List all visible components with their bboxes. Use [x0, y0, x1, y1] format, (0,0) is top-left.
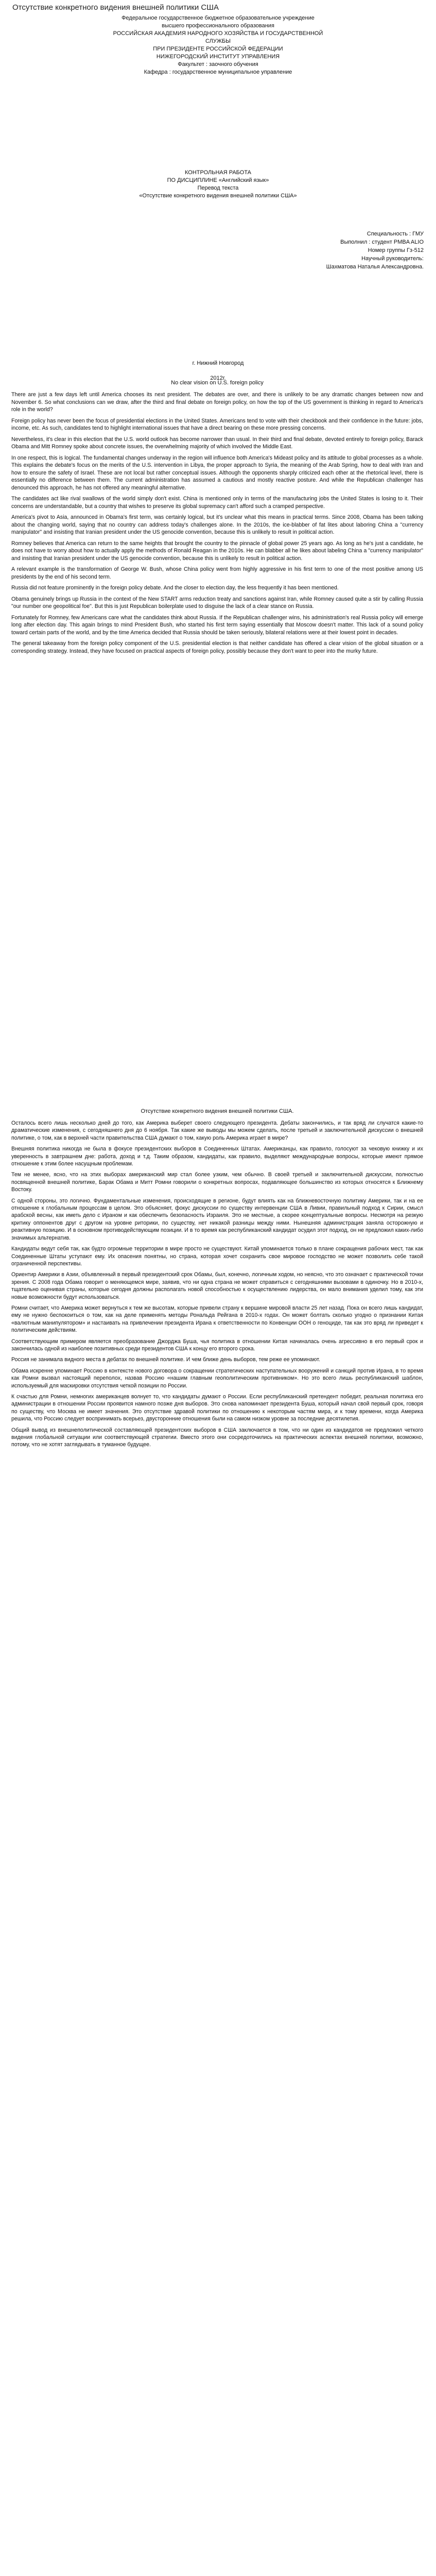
english-paragraph: Foreign policy has never been the focus of presidential elections in the United States. Americans tend to vote with their checkbook and their confidence in the future: jobs, income, etc. As such, candidates tend to highlight international issues that have a direct bearing on these more pressing concerns.	[11, 417, 423, 431]
russian-paragraph: С одной стороны, это логично. Фундаментальные изменения, происходящие в регионе, будут влиять как на ближневосточную политику Америки, так и на ее отношение к глобальным процессам в целом. Это объясняет, фокус дискуссии по существу интервенции США в Ливии, правильный подход к Сирии, смысл арабской весны, как иметь дело с Ираном и как обеспечить безопасность Израиля. Это не местные, а скорее концептуальные вопросы. Несмотря на резкую критику оппонентов друг с другом на уровне риторики, по существу, нет никакой разницы между ними. Нынешняя администрация заняла осторожную и реактивную позицию. И в основном противодействующим позиции. И в то время как республиканский кандидат осудил этот подход, он не предложил каких-либо значимых альтернатив.	[11, 1197, 423, 1241]
english-text-section	[11, 379, 423, 658]
supervisor-label: Научный руководитель:	[361, 256, 424, 262]
institution-block	[0, 14, 436, 76]
student-info-block	[290, 230, 424, 271]
russian-heading: Отсутствие конкретного видения внешней политики США.	[141, 1108, 294, 1114]
work-topic: «Отсутствие конкретного видения внешней политики США»	[139, 193, 297, 199]
performed-by: Выполнил : студент PMBA ALIO	[340, 239, 424, 245]
english-paragraph: The candidates act like rival swallows of the world simply don't exist. China is mentioned only in terms of the manufacturing jobs the United States is losing to it. Their concerns are understandable, but a country that wishes to preserve its global supremacy can't afford such a cramped perspective.	[11, 496, 423, 510]
russian-paragraph: Тем не менее, ясно, что на этих выборах американский мир стал более узким, чем обычно. В своей третьей и заключительной дискуссии, полностью посвященной внешней политике, Барак Обама и Митт Ромни говорили о конкретных вопросах, подавляющее большинство из которых относятся к Ближнему Востоку.	[11, 1172, 423, 1193]
english-paragraph: Fortunately for Romney, few Americans care what the candidates think about Russia. If the Republican challenger wins, his administration's real Russia policy will emerge long after election day. This again brings to mind President Bush, who started his first term saying essentially that Moscow doesn't matter. This lack of a sound policy toward certain parts of the world, and by the time America decided that Russia should be taken seriously, bilateral relations were at their lowest point in decades.	[11, 614, 423, 636]
institution-line: Федеральное государственное бюджетное образовательное учреждение	[121, 15, 315, 21]
work-title-block	[0, 169, 436, 200]
russian-paragraph: Ориентир Америки в Азии, объявленный в первый президентский срок Обамы, был, конечно, логичным ходом, но неясно, что это означает с практической точки зрения. С 2008 года Обама говорит о меняющемся мире, заявив, что ни одна страна не может справиться с сегодняшними вызовами в одиночку. Но в 2010-х, тщательно оценивая страны, которые сегодня должны располагать новой способностью к осуществлению лидерства, он мало внимания уделил тому, как эти новые возможности будут использоваться.	[11, 1272, 423, 1300]
russian-paragraph: Общий вывод из внешнеполитической составляющей президентских выборов в США заключается в том, что ни один из кандидатов не предложил четкого видения глобальной ситуации или соответствующей стратегии. Вместо этого они сосредоточились на практических аспектах внешней политики, возможно, потому, что не хотят заглядывать в туманное будущее.	[11, 1427, 423, 1448]
russian-paragraph: Кандидаты ведут себя так, как будто огромные территории в мире просто не существуют. Китай упоминается только в плане сокращения рабочих мест, так как Соединенные Штаты уступают ему. Их опасения понятны, но страна, которая хочет сохранить свое мировое господство не может позволить себе такой ограниченной перспективы.	[11, 1246, 423, 1267]
work-subtitle: Перевод текста	[197, 185, 239, 191]
russian-paragraph: Россия не занимала видного места в дебатах по внешней политике. И чем ближе день выборов, тем реже ее упоминают.	[11, 1357, 320, 1363]
supervisor-name: Шахматова Наталья Александровна.	[326, 264, 424, 270]
year: 2012г.	[210, 375, 226, 381]
work-type: КОНТРОЛЬНАЯ РАБОТА	[184, 170, 252, 176]
institution-line: ПРИ ПРЕЗИДЕНТЕ РОССИЙСКОЙ ФЕДЕРАЦИИ	[153, 46, 283, 52]
russian-text-section	[11, 1108, 423, 1452]
russian-paragraph: Соответствующим примером является преобразование Джорджа Буша, чья политика в отношении Китая начиналась очень агрессивно в его первый срок и закончилась одной из наиболее позитивных среди президентов США к концу его второго срока.	[11, 1338, 423, 1352]
institution-line: НИЖЕГОРОДСКИЙ ИНСТИТУТ УПРАВЛЕНИЯ	[156, 54, 280, 60]
department-line: Кафедра : государственное муниципальное управление	[144, 69, 292, 75]
english-paragraph: Nevertheless, it's clear in this election that the U.S. world outlook has become narrower than usual. In their third and final debate, devoted entirely to foreign policy, Barack Obama and Mitt Romney spoke about concrete issues, the overwhelming majority of which involved the Middle East.	[11, 436, 423, 450]
english-paragraph: America's pivot to Asia, announced in Obama's first term, was certainly logical, but it's unclear what this means in practical terms. Since 2008, Obama has been talking about the changing world, saying that no country can address today's challenges alone. In the 2010s, the ice-blabber of fat lites about laboring China a "currency manipulator" and insisting that Iranian president under the US genocide convention, because this is unlikely to result in political action.	[11, 514, 423, 535]
russian-paragraph: Обама искренне упоминает Россию в контексте нового договора о сокращении стратегических наступательных вооружений и санкций против Ирана, в то время как Ромни вызвал настоящий переполох, назвав Россию «нашим главным геополитическим противником». Но это всего лишь республиканский шаблон, используемый для маскировки отсутствия четкой позиции по России.	[11, 1367, 423, 1389]
document-title: Отсутствие конкретного видения внешней политики США	[12, 3, 219, 12]
english-paragraph: In one respect, this is logical. The fundamental changes underway in the region will influence both America's Mideast policy and its attitude to global processes as a whole. This explains the debate's focus on the merits of the U.S. intervention in Libya, the proper approach to Syria, the meaning of the Arab Spring, how to deal with Iran and how to ensure the safety of Israel. These are not local but rather conceptual issues. Although the opponents sharply criticized each other at the rhetorical level, there is essentially no difference between them. The current administration has assumed a cautious and mostly reactive posture. And while the Republican challenger has denounced this approach, he has not offered any meaningful alternative.	[11, 454, 423, 491]
group-number: Номер группы Гз-512	[368, 247, 424, 253]
english-paragraph: Romney believes that America can return to the same heights that brought the country to the pinnacle of global power 25 years ago. As long as he's just a candidate, he does not have to worry about how to actually apply the methods of Ronald Reagan in the 2010s. He can blabber all he likes about labeling China a "currency manipulator" and insisting that Iranian president under the US genocide convention, because this is unlikely to result in political action.	[11, 540, 423, 562]
english-paragraph: The general takeaway from the foreign policy component of the U.S. presidential election is that neither candidate has offered a clear vision of the global situation or a corresponding strategy. Instead, they have focused on practical aspects of foreign policy, possibly because they don't want to peer into the murky future.	[11, 640, 423, 654]
institution-line: РОССИЙСКАЯ АКАДЕМИЯ НАРОДНОГО ХОЗЯЙСТВА И ГОСУДАРСТВЕННОЙ СЛУЖБЫ	[113, 30, 323, 44]
english-paragraph: Russia did not feature prominently in the foreign policy debate. And the closer to election day, the less frequently it has been mentioned.	[11, 585, 339, 591]
russian-paragraph: Внешняя политика никогда не была в фокусе президентских выборов в Соединенных Штатах. Американцы, как правило, голосуют за чековую книжку и их уверенность в завтрашнем дне: работа, доход и т.д. Таким образом, кандидаты, как правило, выделяют международные вопросы, которые имеют прямое отношение к этим более насущным проблемам.	[11, 1146, 423, 1167]
russian-paragraph: Ромни считает, что Америка может вернуться к тем же высотам, которые привели страну к вершине мировой власти 25 лет назад. Пока он всего лишь кандидат, ему не нужно беспокоиться о том, как на деле применять методы Рональда Рейгана в 2010-х годах. Он может болтать сколько угодно о признании Китая «валютным манипулятором» и настаивать на привлечении президента Ирана к ответственности по Конвенции ООН о геноциде, так как это вряд ли приведет к политическим действиям.	[11, 1304, 423, 1334]
english-paragraph: A relevant example is the transformation of George W. Bush, whose China policy went from highly aggressive in his first term to one of the most positive among US presidents by the end of his second term.	[11, 566, 423, 580]
institution-line: высшего профессионального образования	[162, 23, 274, 29]
russian-paragraph: Осталось всего лишь несколько дней до того, как Америка выберет своего следующего президента. Дебаты закончились, и так вряд ли случатся какие-то драматические изменения, с сегодняшнего дня до 6 ноября. Так какие же выводы мы можем сделать, после третьей и заключительной дискуссии о внешней политике, о том, как в верхней части правительства США думают о том, какую роль Америка играет в мире?	[11, 1120, 423, 1141]
discipline: ПО ДИСЦИПЛИНЕ «Английский язык»	[167, 177, 269, 183]
city: г. Нижний Новгород	[192, 360, 244, 366]
faculty-line: Факультет : заочного обучения	[178, 61, 258, 67]
russian-paragraph: К счастью для Ромни, немногих американцев волнует то, что кандидаты думают о России. Если республиканский претендент победит, реальная политика его администрации в отношении России проявится намного позже дня выборов. Это снова напоминает президента Буша, который начал свой первый срок, говоря по существу, что Москва не имеет значения. Это отсутствие здравой политики по отношению к некоторым частям мира, и к тому времени, когда Америка решила, что Россию следует воспринимать всерьез, двусторонние отношения были на самом низком уровне за последние десятилетия.	[11, 1394, 423, 1422]
english-paragraph: Obama genuinely brings up Russia in the context of the New START arms reduction treaty and sanctions against Iran, while Romney caused quite a stir by calling Russia "our number one geopolitical foe". But this is just Republican boilerplate used to disguise the lack of a clear stance on Russia.	[11, 596, 423, 609]
english-heading: No clear vision on U.S. foreign policy	[171, 380, 264, 386]
specialty: Специальность : ГМУ	[367, 231, 424, 237]
english-paragraph: There are just a few days left until America chooses its next president. The debates are over, and there is unlikely to be any dramatic changes between now and November 6. So what conclusions can we draw, after the third and final debate on foreign policy, on how the top of the US government is thinking in regard to America's role in the world?	[11, 392, 423, 413]
